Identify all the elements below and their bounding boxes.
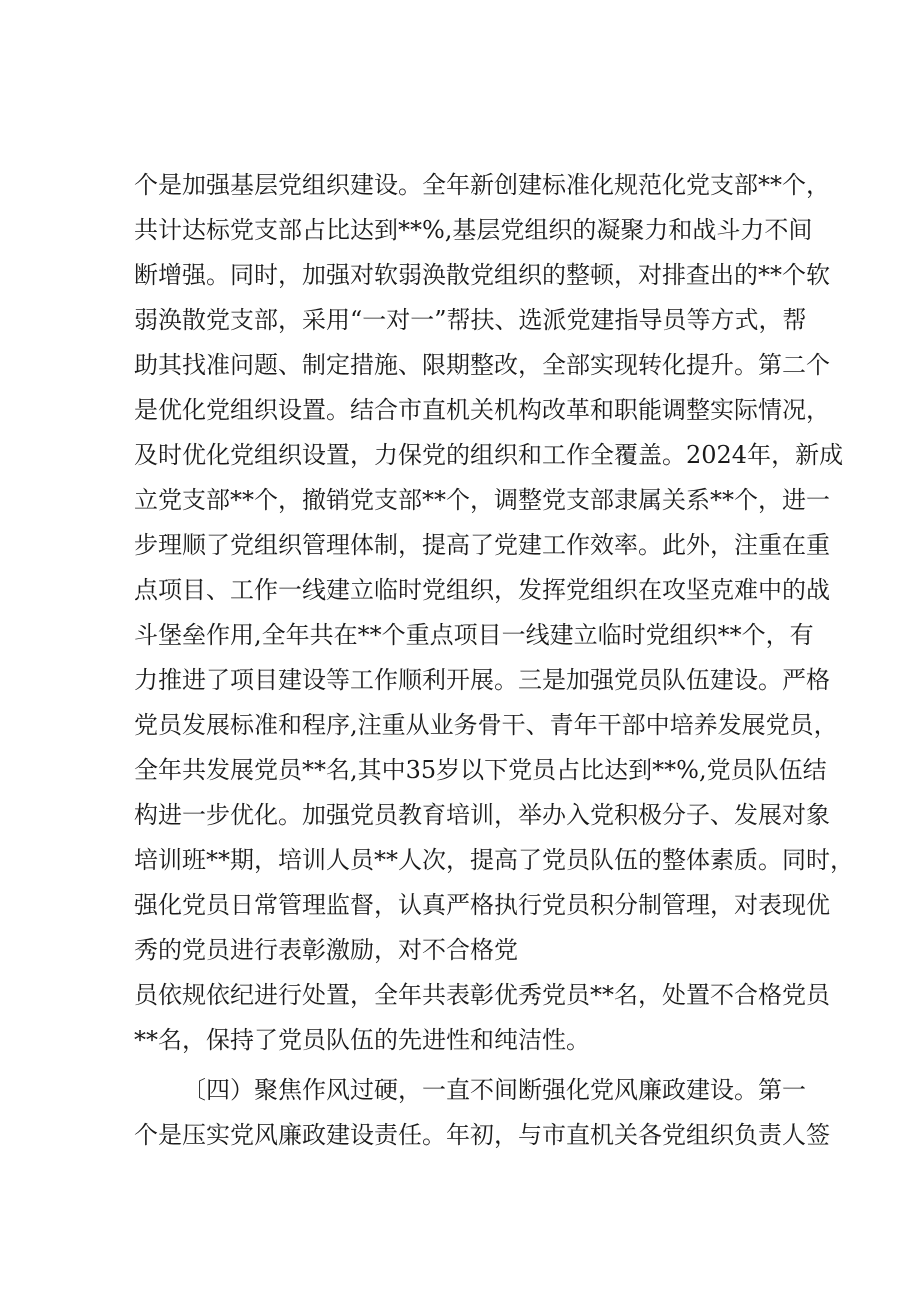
paragraph-line: 全年共发展党员**名,其中35岁以下党员占比达到**%,党员队伍结 [134,756,827,784]
paragraph-line: 党员发展标准和程序,注重从业务骨干、青年干部中培养发展党员， [134,711,838,739]
section-heading-line: 〔四）聚焦作风过硬，一直不间断强化党风廉政建设。第一 [182,1076,806,1104]
paragraph-line: 员依规依纪进行处置，全年共表彰优秀党员**名，处置不合格党员 [134,981,830,1009]
paragraph-line: 断增强。同时，加强对软弱涣散党组织的整顿，对排查出的**个软 [134,261,830,289]
paragraph-line: 共计达标党支部占比达到**%,基层党组织的凝聚力和战斗力不间 [134,216,813,244]
paragraph-line: 力推进了项目建设等工作顺利开展。三是加强党员队伍建设。严格 [134,666,830,694]
paragraph-line: 个是加强基层党组织建设。全年新创建标准化规范化党支部**个， [134,171,830,199]
paragraph-line: 斗堡垒作用,全年共在**个重点项目一线建立临时党组织**个，有 [134,621,814,649]
paragraph-line: 立党支部**个，撤销党支部**个，调整党支部隶属关系**个，进一 [134,486,830,514]
paragraph-line: 个是压实党风廉政建设责任。年初，与市直机关各党组织负责人签 [134,1121,830,1149]
paragraph-line: 秀的党员进行表彰激励，对不合格党 [134,936,518,964]
paragraph-line: 强化党员日常管理监督，认真严格执行党员积分制管理，对表现优 [134,891,830,919]
paragraph-line: 及时优化党组织设置，力保党的组织和工作全覆盖。2024年，新成 [134,441,844,469]
paragraph-line: 弱涣散党支部，采用“一对一”帮扶、选派党建指导员等方式，帮 [134,306,807,334]
paragraph-line: 是优化党组织设置。结合市直机关机构改革和职能调整实际情况， [134,396,830,424]
paragraph-line: **名，保持了党员队伍的先进性和纯洁性。 [134,1026,590,1054]
paragraph-line: 构进一步优化。加强党员教育培训，举办入党积极分子、发展对象 [134,801,830,829]
paragraph-line: 助其找准问题、制定措施、限期整改，全部实现转化提升。第二个 [134,351,830,379]
paragraph-line: 步理顺了党组织管理体制，提高了党建工作效率。此外，注重在重 [134,531,830,559]
paragraph-line: 培训班**期，培训人员**人次，提高了党员队伍的整体素质。同时， [134,846,854,874]
paragraph-line: 点项目、工作一线建立临时党组织，发挥党组织在攻坚克难中的战 [134,576,830,604]
